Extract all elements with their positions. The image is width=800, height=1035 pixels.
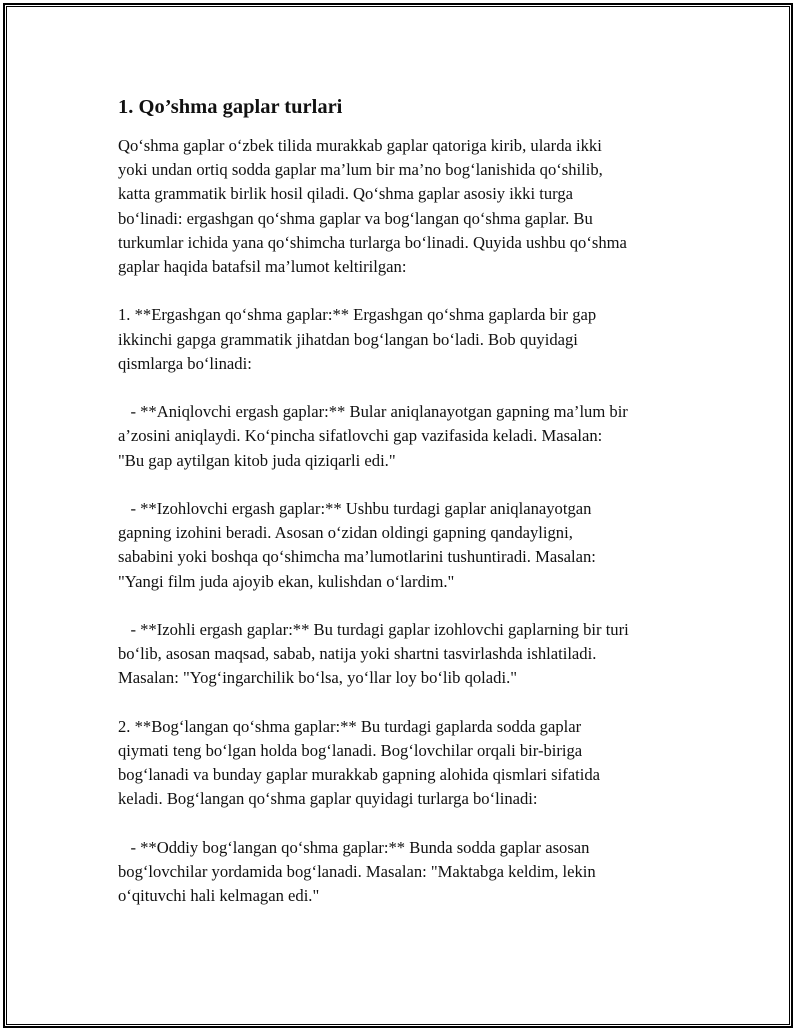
ergashgan-paragraph: 1. **Ergashgan qo‘shma gaplar:** Ergashgan qo‘shma gaplarda bir gap ikkinchi gapga grammatik jihatdan bog‘langan bo‘ladi. Bob quyidagi qismlarga bo‘linadi: <box>118 305 597 373</box>
boglangan-paragraph: 2. **Bog‘langan qo‘shma gaplar:** Bu turdagi gaplarda sodda gaplar qiymati teng bo‘lgan holda bog‘lanadi. Bog‘lovchilar orqali bir-biriga bog‘lanadi va bunday gaplar murakkab gapning alohida qismlari sifatida keladi. Bog‘langan qo‘shma gaplar quyidagi turlarga bo‘linadi: <box>118 716 600 809</box>
paragraph-spacer <box>118 691 708 715</box>
document-body <box>118 94 708 908</box>
paragraph-spacer <box>118 812 708 836</box>
section-heading: 1. Qo’shma gaplar turlari <box>118 96 343 118</box>
paragraph-spacer <box>118 376 708 400</box>
izohli-item: - **Izohli ergash gaplar:** Bu turdagi gaplar izohlovchi gaplarning bir turi bo‘lib, asosan maqsad, sabab, natija yoki shartni tasvirlashda ishlatiladi. Masalan: "Yog‘ingarchilik bo‘lsa, yo‘llar loy bo‘lib qoladi." <box>118 620 629 688</box>
paragraph-spacer <box>118 594 708 618</box>
intro-paragraph: Qo‘shma gaplar o‘zbek tilida murakkab gaplar qatoriga kirib, ularda ikki yoki undan ortiq sodda gaplar ma’lum bir ma’no bog‘lanishida qo‘shilib, katta grammatik birlik hosil qiladi. Qo‘shma gaplar asosiy ikki turga bo‘linadi: ergashgan qo‘shma gaplar va bog‘langan qo‘shma gaplar. Bu turkumlar ichida yana qo‘shimcha turlarga bo‘linadi. Quyida ushbu qo‘shma gaplar haqida batafsil ma’lumot keltirilgan: <box>118 136 627 277</box>
paragraph-spacer <box>118 279 708 303</box>
aniqlovchi-item: - **Aniqlovchi ergash gaplar:** Bular aniqlanayotgan gapning ma’lum bir a’zosini aniqlaydi. Ko‘pincha sifatlovchi gap vazifasida keladi. Masalan: "Bu gap aytilgan kitob juda qiziqarli edi." <box>118 402 628 470</box>
oddiy-item: - **Oddiy bog‘langan qo‘shma gaplar:** Bunda sodda gaplar asosan bog‘lovchilar yordamida bog‘lanadi. Masalan: "Maktabga keldim, lekin o‘qituvchi hali kelmagan edi." <box>118 837 596 906</box>
izohlovchi-item: - **Izohlovchi ergash gaplar:** Ushbu turdagi gaplar aniqlanayotgan gapning izohini beradi. Asosan o‘zidan oldingi gapning qandayligni, sababini yoki boshqa qo‘shimcha ma’lumotlarini tushuntiradi. Masalan: "Yangi film juda ajoyib ekan, kulishdan o‘lardim." <box>118 499 596 591</box>
paragraph-spacer <box>118 473 708 497</box>
